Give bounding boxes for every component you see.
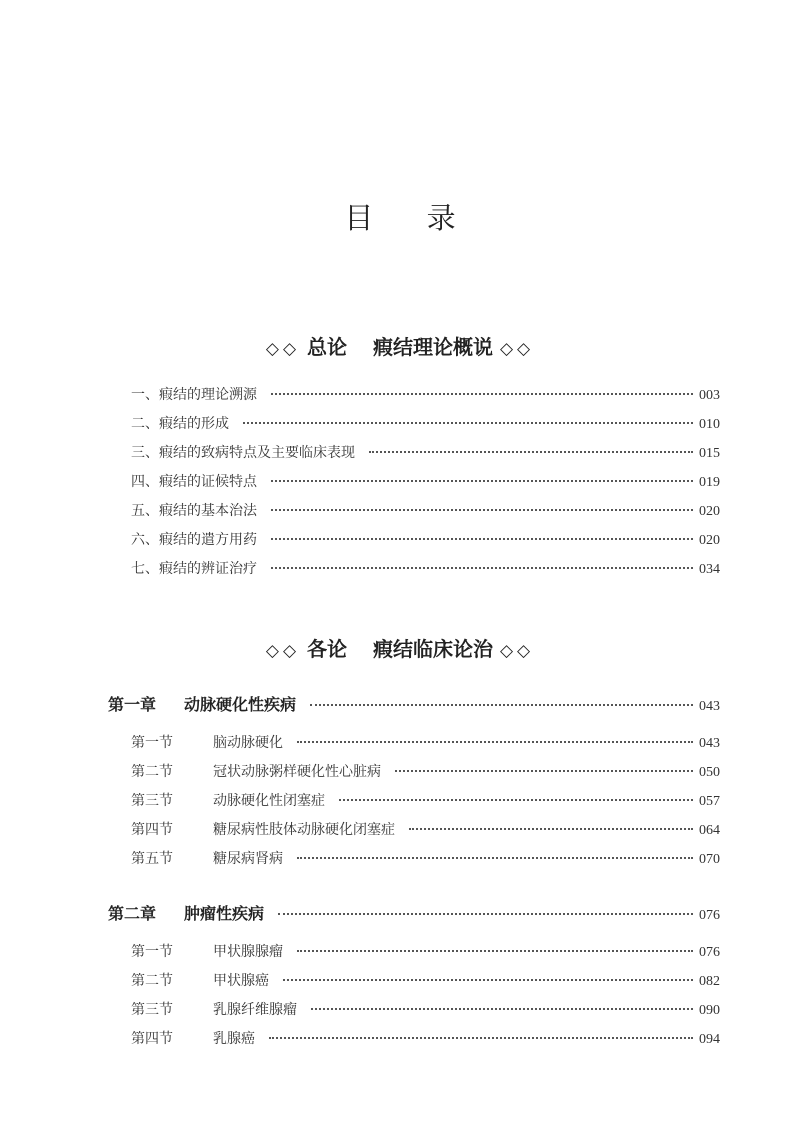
entry-number: 第一节 (131, 944, 173, 960)
page-number: 003 (699, 388, 720, 403)
dot-leader (297, 857, 693, 859)
part-name: 瘕结临床论治 (373, 637, 493, 661)
section-entry[interactable] (131, 1028, 720, 1048)
dot-leader (339, 799, 693, 801)
entry-title: 甲状腺癌 (213, 973, 269, 989)
page-number: 050 (699, 765, 720, 780)
entry-number: 第四节 (131, 822, 173, 838)
diamond-icon: ◇◇ (265, 641, 301, 661)
section-entry[interactable] (131, 819, 720, 839)
dot-leader (271, 567, 693, 569)
entry-title: 五、瘕结的基本治法 (131, 503, 257, 519)
toc-entry[interactable] (131, 500, 720, 520)
entry-number: 第三节 (131, 1002, 173, 1018)
diamond-icon: ◇◇ (499, 339, 535, 359)
page-number: 015 (699, 446, 720, 461)
entry-title: 乳腺癌 (213, 1031, 255, 1047)
part-name: 瘕结理论概说 (373, 335, 493, 359)
toc-entry[interactable] (131, 384, 720, 404)
page-number: 076 (699, 945, 720, 960)
entry-title: 一、瘕结的理论溯源 (131, 387, 257, 403)
entry-title: 糖尿病肾病 (213, 851, 283, 867)
dot-leader (310, 704, 693, 706)
chapter-entry[interactable] (108, 692, 720, 715)
section-entry[interactable] (131, 941, 720, 961)
entry-title: 七、瘕结的辨证治疗 (131, 561, 257, 577)
dot-leader (369, 451, 693, 453)
entry-number: 第二节 (131, 764, 173, 780)
dot-leader (271, 509, 693, 511)
toc-entry[interactable] (131, 471, 720, 491)
page-title: 目 录 (344, 201, 478, 235)
entry-title: 肿瘤性疾病 (184, 904, 265, 923)
dot-leader (271, 393, 693, 395)
entry-number: 第二章 (108, 904, 157, 923)
page-number: 043 (699, 699, 720, 714)
diamond-icon: ◇◇ (265, 339, 301, 359)
dot-leader (409, 828, 693, 830)
section-entry[interactable] (131, 732, 720, 752)
dot-leader (297, 950, 693, 952)
page-number: 064 (699, 823, 720, 838)
entry-number: 第二节 (131, 973, 173, 989)
page-number: 070 (699, 852, 720, 867)
entry-title: 冠状动脉粥样硬化性心脏病 (213, 764, 381, 780)
page-number: 094 (699, 1032, 720, 1047)
entry-number: 第一章 (108, 695, 157, 714)
page-number: 020 (699, 504, 720, 519)
entry-number: 第一节 (131, 735, 173, 751)
toc-entry[interactable] (131, 413, 720, 433)
entry-number: 第五节 (131, 851, 173, 867)
dot-leader (271, 480, 693, 482)
page-number: 076 (699, 908, 720, 923)
page-number: 034 (699, 562, 720, 577)
page-number: 020 (699, 533, 720, 548)
part-heading (0, 633, 800, 662)
section-entry[interactable] (131, 761, 720, 781)
entry-title: 糖尿病性肢体动脉硬化闭塞症 (213, 822, 395, 838)
page-number: 057 (699, 794, 720, 809)
toc-entry[interactable] (131, 529, 720, 549)
entry-title: 甲状腺腺瘤 (213, 944, 283, 960)
toc-entry[interactable] (131, 442, 720, 462)
page-number: 082 (699, 974, 720, 989)
entry-title: 动脉硬化性疾病 (184, 695, 297, 714)
chapter-entry[interactable] (108, 901, 720, 924)
entry-title: 乳腺纤维腺瘤 (213, 1002, 297, 1018)
page-number: 043 (699, 736, 720, 751)
entry-title: 二、瘕结的形成 (131, 416, 229, 432)
section-entry[interactable] (131, 848, 720, 868)
page-number: 090 (699, 1003, 720, 1018)
entry-title: 四、瘕结的证候特点 (131, 474, 257, 490)
toc-entry[interactable] (131, 558, 720, 578)
entry-number: 第四节 (131, 1031, 173, 1047)
dot-leader (271, 538, 693, 540)
entry-title: 六、瘕结的遣方用药 (131, 532, 257, 548)
part-label: 各论 (307, 637, 347, 661)
page-number: 010 (699, 417, 720, 432)
entry-title: 动脉硬化性闭塞症 (213, 793, 325, 809)
section-entry[interactable] (131, 970, 720, 990)
dot-leader (278, 913, 693, 915)
dot-leader (395, 770, 693, 772)
diamond-icon: ◇◇ (499, 641, 535, 661)
section-entry[interactable] (131, 999, 720, 1019)
section-entry[interactable] (131, 790, 720, 810)
entry-title: 三、瘕结的致病特点及主要临床表现 (131, 445, 355, 461)
part-heading (0, 331, 800, 360)
dot-leader (269, 1037, 693, 1039)
dot-leader (283, 979, 693, 981)
dot-leader (243, 422, 693, 424)
dot-leader (311, 1008, 693, 1010)
entry-title: 脑动脉硬化 (213, 735, 283, 751)
part-label: 总论 (307, 335, 347, 359)
entry-number: 第三节 (131, 793, 173, 809)
dot-leader (297, 741, 693, 743)
page-number: 019 (699, 475, 720, 490)
